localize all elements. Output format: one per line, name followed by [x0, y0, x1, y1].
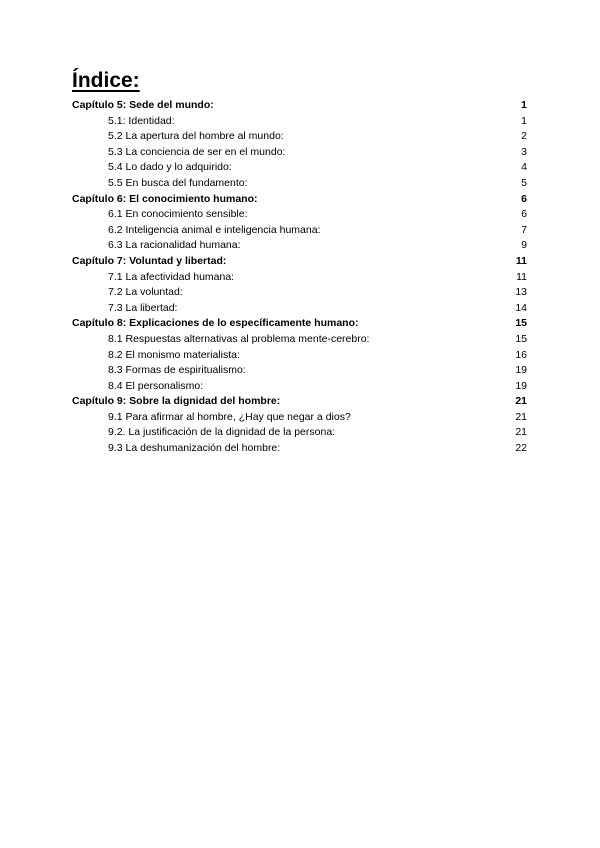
toc-section[interactable] [72, 348, 527, 364]
section-title: 8.1 Respuestas alternativas al problema mente-cerebro: [108, 332, 370, 345]
toc-chapter-6[interactable] [72, 192, 527, 208]
section-page-number: 9 [521, 239, 527, 252]
section-title: 9.1 Para afirmar al hombre, ¿Hay que negar a dios? [108, 410, 351, 423]
section-page-number: 19 [515, 379, 527, 392]
toc-section[interactable] [72, 410, 527, 426]
toc-chapter-7[interactable] [72, 254, 527, 270]
section-title: 9.2. La justificación de la dignidad de la persona: [108, 426, 336, 439]
section-title: 7.3 La libertad: [108, 301, 178, 314]
section-page-number: 6 [521, 208, 527, 221]
toc-section[interactable] [72, 379, 527, 395]
section-page-number: 13 [515, 286, 527, 299]
section-page-number: 21 [515, 426, 527, 439]
chapter-page-number: 21 [515, 395, 527, 408]
toc-section[interactable] [72, 270, 527, 286]
toc-chapter-8[interactable] [72, 316, 527, 332]
section-title: 5.3 La conciencia de ser en el mundo: [108, 145, 286, 158]
section-page-number: 16 [515, 348, 527, 361]
toc-section[interactable] [72, 129, 527, 145]
section-title: 6.3 La racionalidad humana: [108, 239, 241, 252]
toc-section[interactable] [72, 425, 527, 441]
section-page-number: 19 [515, 364, 527, 377]
section-page-number: 11 [516, 270, 527, 283]
chapter-title: Capítulo 8: Explicaciones de lo específicamente humano: [72, 317, 359, 330]
toc-section[interactable] [72, 114, 527, 130]
section-page-number: 1 [521, 114, 527, 127]
chapter-page-number: 6 [521, 192, 527, 205]
section-page-number: 4 [521, 161, 527, 174]
section-title: 8.3 Formas de espiritualismo: [108, 364, 246, 377]
toc-section[interactable] [72, 145, 527, 161]
chapter-page-number: 15 [515, 317, 527, 330]
toc-section[interactable] [72, 207, 527, 223]
toc-section[interactable] [72, 238, 527, 254]
chapter-title: Capítulo 9: Sobre la dignidad del hombre: [72, 395, 281, 408]
toc-chapter-9[interactable] [72, 394, 527, 410]
toc-section[interactable] [72, 301, 527, 317]
table-of-contents [72, 98, 527, 457]
toc-section[interactable] [72, 332, 527, 348]
chapter-title: Capítulo 6: El conocimiento humano: [72, 192, 258, 205]
section-title: 5.4 Lo dado y lo adquirido: [108, 161, 232, 174]
section-title: 8.2 El monismo materialista: [108, 348, 240, 361]
section-page-number: 14 [515, 301, 527, 314]
section-title: 6.2 Inteligencia animal e inteligencia humana: [108, 223, 321, 236]
chapter-title: Capítulo 5: Sede del mundo: [72, 99, 214, 111]
section-page-number: 3 [521, 145, 527, 158]
section-page-number: 2 [521, 130, 527, 143]
toc-section[interactable] [72, 285, 527, 301]
toc-chapter-5[interactable] [72, 98, 527, 114]
section-title: 5.5 En busca del fundamento: [108, 176, 248, 189]
toc-section[interactable] [72, 223, 527, 239]
section-title: 5.2 La apertura del hombre al mundo: [108, 130, 284, 143]
page-title: Índice: [72, 69, 140, 92]
section-page-number: 22 [515, 442, 527, 455]
section-page-number: 15 [515, 332, 527, 345]
section-page-number: 5 [521, 176, 527, 189]
chapter-page-number: 11 [515, 254, 527, 267]
chapter-page-number: 1 [521, 99, 527, 111]
section-title: 7.1 La afectividad humana: [108, 270, 235, 283]
section-page-number: 7 [521, 223, 527, 236]
section-title: 9.3 La deshumanización del hombre: [108, 442, 281, 455]
toc-section[interactable] [72, 176, 527, 192]
chapter-title: Capítulo 7: Voluntad y libertad: [72, 254, 227, 267]
section-title: 6.1 En conocimiento sensible: [108, 208, 248, 221]
section-title: 8.4 El personalismo: [108, 379, 204, 392]
toc-section[interactable] [72, 363, 527, 379]
section-page-number: 21 [515, 410, 527, 423]
toc-section[interactable] [72, 441, 527, 457]
section-title: 5.1: Identidad: [108, 114, 175, 127]
section-title: 7.2 La voluntad: [108, 286, 183, 299]
toc-section[interactable] [72, 160, 527, 176]
